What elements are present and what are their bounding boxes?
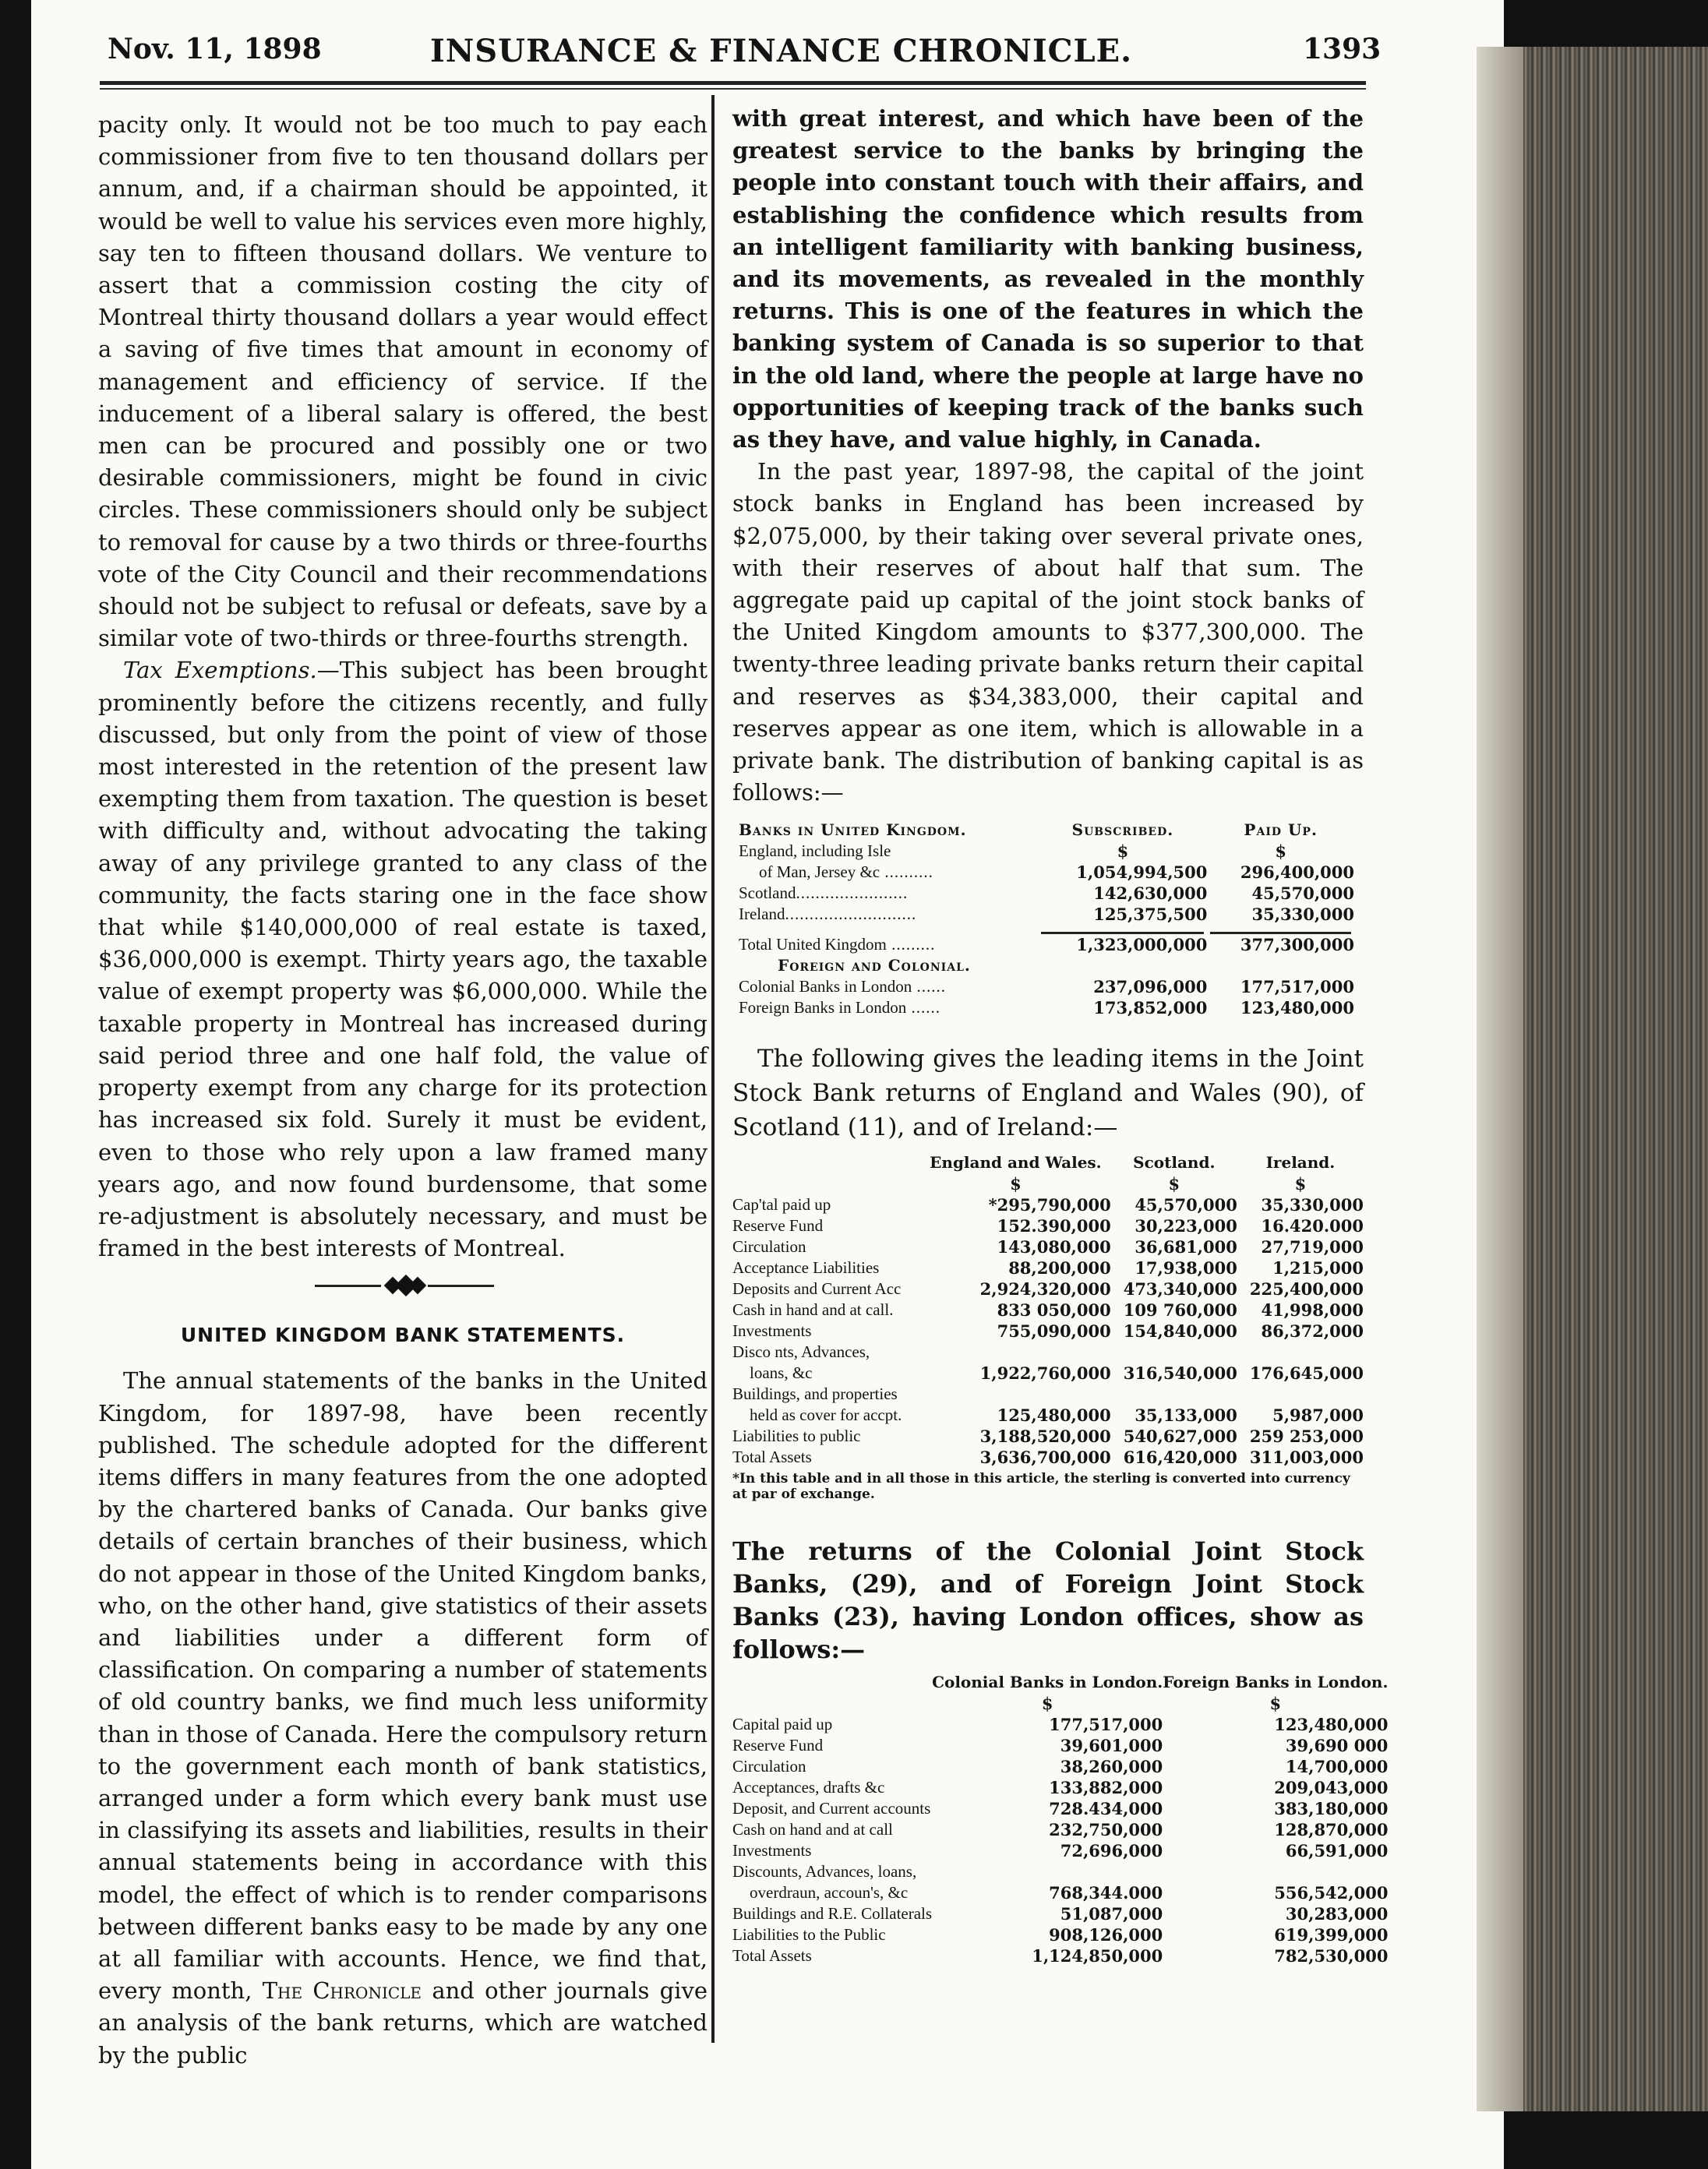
table-row-label: of Man, Jersey &c (759, 862, 880, 882)
table-row-label: Deposits and Current Acc (732, 1279, 902, 1299)
table-cell (1237, 1384, 1364, 1405)
table-row (732, 1300, 1364, 1321)
page-edge-highlight (1477, 47, 1523, 2111)
table-cell: 72,696,000 (1060, 1841, 1163, 1861)
table-row (732, 1840, 1388, 1861)
table-row-label: Ireland (739, 905, 785, 924)
table-row (732, 1777, 1388, 1798)
header-rule-thin (100, 88, 1366, 90)
leader-dots: ...... (906, 998, 940, 1017)
table-cell (932, 1861, 1163, 1882)
table-cell (1111, 1384, 1237, 1405)
table-row-label: Reserve Fund (732, 1736, 824, 1755)
table-row (732, 1363, 1364, 1384)
table-row-label: Discounts, Advances, loans, (732, 1862, 917, 1882)
table-row-total (739, 934, 1354, 955)
table-cell: 616,420,000 (1123, 1448, 1237, 1468)
table-cell: 45,570,000 (1135, 1195, 1237, 1215)
tax-exemptions-text: —This subject has been brought prominently before the citizens recently, and fully discussed, but only from the point of view of those most interested in the retention of the present law exempting them from taxation. The question is beset with difficulty and, without advocating the taking away of any privilege granted to any class of the community, the facts staring one in the face show that while $140,000,000 of real estate is taxed, $36,000,000 is exempt. Thirty years ago, the taxable value of exempt property was $6,000,000. While the taxable property in Montreal has increased during said period three and one half fold, the value of property exempt from any charge for its protection has increased six fold. Surely it must be evident, even to those who rely upon a law framed many years ago, and now found burdensome, that some re-adjustment is absolutely necessary, and must be framed in the best interests of Montreal. (98, 657, 708, 1262)
table-cell: 133,882,000 (1049, 1778, 1163, 1798)
table-row (732, 1236, 1364, 1257)
table-row-label: Circulation (732, 1757, 806, 1776)
table-cell: 755,090,000 (997, 1321, 1111, 1342)
table-row-label: Buildings, and properties (732, 1384, 898, 1404)
page-number: 1393 (1303, 33, 1382, 65)
table-cell: 237,096,000 (1093, 977, 1208, 997)
header-title: INSURANCE & FINANCE CHRONICLE. (430, 33, 1133, 69)
table-cell: 88,200,000 (1008, 1258, 1111, 1278)
table-cell: 86,372,000 (1261, 1321, 1364, 1342)
table-cell: 473,340,000 (1123, 1279, 1237, 1300)
ornament-rule-left (315, 1285, 381, 1287)
table-cell: 1,054,994,500 (1076, 862, 1208, 883)
table-cell (1111, 1342, 1237, 1363)
table-cell: 14,700,000 (1285, 1757, 1389, 1777)
table2-header-england-wales: England and Wales. (930, 1153, 1102, 1173)
currency-sign: $ (1041, 1694, 1053, 1714)
paragraph-commission: pacity only. It would not be too much to pay each commissioner from five to ten thousand dollars per annum, and, if a chairman should be appointed, it would be well to value his services even more highly, say ten to fifteen thousand dollars. We venture to assert that a commission costing the city of Montreal thirty thousand dollars a year would effect a saving of five times that amount in economy of management and efficiency of service. If the inducement of a liberal salary is offered, the best men can be procured and possibly one or two desirable commissioners, might be found in civic circles. These commissioners should only be subject to removal for cause by a two thirds or three-fourths vote of the City Council and their recommendations should not be subject to refusal or defeats, save by a similar vote of two-thirds or three-fourths strength. (98, 111, 708, 652)
table-row-label: Reserve Fund (732, 1216, 824, 1236)
table-colonial-foreign (732, 1672, 1388, 1966)
table-cell: 1,922,760,000 (979, 1363, 1111, 1384)
journal-name: The Chronicle (262, 1977, 422, 2005)
table-cell: 39,690 000 (1285, 1736, 1389, 1756)
header-rule (100, 81, 1366, 85)
table-cell: 173,852,000 (1093, 998, 1208, 1018)
table-row-label: Cash in hand and at call. (732, 1300, 894, 1320)
paragraph-tax-exemptions (98, 654, 708, 1264)
table-row-label: Total Assets (732, 1448, 812, 1467)
paragraph-monthly-returns: with great interest, and which have been of the greatest service to the banks by bringing the people into constant touch with their affairs, and establishing the confidence which results from an intelligent familiarity with banking business, and its movements, as revealed in the monthly returns. This is one of the features in which the banking system of Canada is so superior to that in the old land, where the people at large have no opportunities of keeping track of the banks such as they have, and value highly, in Canada. (732, 105, 1364, 453)
table-cell: 3,188,520,000 (979, 1427, 1111, 1447)
table-row (732, 1714, 1388, 1735)
table-cell: 311,003,000 (1249, 1448, 1364, 1468)
table-row (732, 1194, 1364, 1215)
table-row-label: Liabilities to the Public (732, 1925, 886, 1945)
table-row (739, 976, 1354, 997)
table-row-label: Scotland (739, 883, 796, 903)
table-cell: 142,630,000 (1093, 883, 1208, 904)
table-row (732, 1215, 1364, 1236)
table-cell: 259 253,000 (1249, 1427, 1364, 1447)
table-cell: 3,636,700,000 (979, 1448, 1111, 1468)
table1-header-label: Banks in United Kingdom. (739, 820, 967, 840)
currency-sign: $ (1010, 1174, 1022, 1194)
ornament-rule-right (428, 1285, 494, 1287)
table-cell: 383,180,000 (1274, 1799, 1389, 1819)
table2-body (732, 1194, 1364, 1468)
table-cell: 125,480,000 (997, 1405, 1111, 1426)
table3-body (732, 1714, 1388, 1966)
leader-dots: .......... (880, 862, 933, 882)
table-row-label: loans, &c (750, 1363, 813, 1383)
currency-sign: $ (1168, 1174, 1180, 1194)
uk-statements-text: The annual statements of the banks in the United Kingdom, for 1897-98, have been recently published. The schedule adopted for the different items differs in many features from the one adopted by the chartered banks of Canada. Our banks give details of certain branches of their business, which do not appear in those of the United Kingdom banks, who, on the other hand, give statistics of their assets and liabilities under a different form of classification. On comparing a number of statements of old country banks, we find much less uniformity than in those of Canada. Here the compulsory return to the government each month of bank statistics, arranged under a form which every bank must use in classifying its assets and liabilities, results in their annual statements being in accordance with this model, the effect of which is to render comparisons between different banks easy to be made by any one at all familiar with accounts. Hence, we find that, every month, (98, 1367, 708, 2005)
table-cell: 176,645,000 (1249, 1363, 1364, 1384)
table2-header-ireland: Ireland. (1265, 1153, 1336, 1173)
table-cell: 16.420.000 (1261, 1216, 1364, 1236)
table-cell: 143,080,000 (997, 1237, 1111, 1257)
table-cell: 123,480,000 (1240, 998, 1354, 1018)
table-cell: 35,330,000 (1251, 905, 1354, 925)
table-cell: 556,542,000 (1274, 1883, 1389, 1903)
table-row-label: Investments (732, 1321, 812, 1341)
table-row (739, 883, 1354, 904)
table-row (739, 997, 1354, 1018)
table-row-label: Total Assets (732, 1946, 812, 1966)
table-row-label: Cash on hand and at call (732, 1820, 893, 1839)
table-cell: 5,987,000 (1272, 1405, 1364, 1426)
table-cell: 30,283,000 (1285, 1904, 1389, 1924)
table2-header-scotland: Scotland. (1133, 1153, 1216, 1173)
leader-dots: ......... (886, 935, 936, 954)
table-row (732, 1903, 1388, 1924)
table-row (739, 862, 1354, 883)
article-heading: UNITED KINGDOM BANK STATEMENTS. (180, 1324, 626, 1347)
page-edge (1477, 47, 1708, 2111)
table-cell: 35,133,000 (1135, 1405, 1237, 1426)
paragraph-colonial-foreign: The returns of the Colonial Joint Stock Banks, (29), and of Foreign Joint Stock Banks (23), having London offices, show as follows:— (732, 1536, 1364, 1665)
table-cell: 35,330,000 (1261, 1195, 1364, 1215)
table-cell: 177,517,000 (1049, 1715, 1163, 1735)
table-row (732, 1882, 1388, 1903)
table-joint-stock-returns (732, 1152, 1364, 1468)
table-row-label: Total United Kingdom (739, 935, 887, 954)
table-cell: 540,627,000 (1123, 1427, 1237, 1447)
left-column (98, 109, 708, 2072)
table3-header-colonial: Colonial Banks in London. (932, 1673, 1163, 1692)
table-row (732, 1278, 1364, 1300)
table-row-label: Colonial Banks in London (739, 977, 912, 996)
table-row (739, 904, 1354, 925)
table-row-label: Circulation (732, 1237, 806, 1257)
table-cell: 209,043,000 (1274, 1778, 1389, 1798)
table-cell: 128,870,000 (1274, 1820, 1389, 1840)
header-date: Nov. 11, 1898 (108, 33, 322, 65)
uk-statements-text-end: and other journals give an analysis of the bank returns, which are watched by the public (98, 1977, 708, 2068)
table3-header-foreign: Foreign Banks in London. (1163, 1673, 1389, 1692)
table-cell: 39,601,000 (1060, 1736, 1163, 1756)
table-cell: 51,087,000 (1060, 1904, 1163, 1924)
table-cell: 782,530,000 (1274, 1946, 1389, 1966)
table-cell (920, 1384, 1111, 1405)
table-row-label: Buildings and R.E. Collaterals (732, 1904, 933, 1924)
table-row (732, 1447, 1364, 1468)
table-row-label: Foreign Banks in London (739, 998, 907, 1017)
table-cell (1237, 1342, 1364, 1363)
table-cell: 27,719,000 (1261, 1237, 1364, 1257)
table-row-label: England, including Isle (739, 841, 891, 861)
table1-header-subscribed: Subscribed. (1071, 820, 1174, 840)
table-cell: 177,517,000 (1240, 977, 1354, 997)
table-cell: 2,924,320,000 (979, 1279, 1111, 1300)
table-row (732, 1819, 1388, 1840)
paragraph-capital: In the past year, 1897-98, the capital of the joint stock banks in England has been increased by $2,075,000, by their taking over several private ones, with their reserves of about half that sum. The aggregate paid up capital of the joint stock banks of the United Kingdom amounts to $377,300,000. The twenty-three leading private banks return their capital and reserves as $34,383,000, their capital and reserves appear as one item, which is allowable in a private bank. The distribution of banking capital is as follows:— (732, 458, 1364, 806)
section-ornament (315, 1278, 494, 1294)
right-column (732, 103, 1389, 1966)
leader-dots: ........................... (785, 905, 917, 924)
table-row-label: Capital paid up (732, 1715, 833, 1734)
table-rules (739, 925, 1354, 934)
currency-sign: $ (1275, 841, 1286, 862)
table-cell: 619,399,000 (1274, 1925, 1389, 1945)
paragraph-joint-stock: The following gives the leading items in the Joint Stock Bank returns of England and Wales (90), of Scotland (11), and of Ireland:— (732, 1045, 1364, 1142)
table-row-label: overdraun, accoun's, &c (750, 1883, 909, 1903)
leader-dots: ....................... (796, 883, 909, 903)
table-row (732, 1257, 1364, 1278)
table-row (732, 1756, 1388, 1777)
table-cell: 377,300,000 (1240, 935, 1354, 955)
table-row-label: Liabilities to public (732, 1427, 861, 1446)
table2-footnote: *In this table and in all those in this article, the sterling is converted into currency at par of exchange. (732, 1471, 1350, 1503)
table-cell: 908,126,000 (1049, 1925, 1163, 1945)
table-row (732, 1384, 1364, 1405)
table-cell: 66,591,000 (1285, 1841, 1389, 1861)
table-cell: 38,260,000 (1060, 1757, 1163, 1777)
table-row (732, 1945, 1388, 1966)
table-cell: 1,323,000,000 (1076, 935, 1208, 955)
table-row (732, 1798, 1388, 1819)
table-cell: 41,998,000 (1261, 1300, 1364, 1321)
table-cell: 728.434,000 (1049, 1799, 1163, 1819)
table-cell: 152.390,000 (997, 1216, 1111, 1236)
table-row (732, 1735, 1388, 1756)
table-cell: 768,344.000 (1049, 1883, 1163, 1903)
leader-dots: ...... (912, 977, 946, 996)
table-cell: 232,750,000 (1049, 1820, 1163, 1840)
table-row-label: Cap'tal paid up (732, 1195, 831, 1215)
paragraph-uk-statements (98, 1365, 708, 2071)
table-row (732, 1426, 1364, 1447)
table-cell: 225,400,000 (1249, 1279, 1364, 1300)
table-row-label: Investments (732, 1841, 812, 1860)
table-row (732, 1321, 1364, 1342)
table-cell: 123,480,000 (1274, 1715, 1389, 1735)
table-row-label: Acceptances, drafts &c (732, 1778, 885, 1797)
table-row (732, 1342, 1364, 1363)
table-cell (920, 1342, 1111, 1363)
table-cell: *295,790,000 (988, 1195, 1111, 1215)
table-row-label: Deposit, and Current accounts (732, 1799, 931, 1818)
table-cell: 17,938,000 (1135, 1258, 1237, 1278)
table-row (732, 1405, 1364, 1426)
table-cell: 154,840,000 (1123, 1321, 1237, 1342)
table-cell: 316,540,000 (1123, 1363, 1237, 1384)
table1-section-heading: Foreign and Colonial. (778, 956, 971, 975)
table-cell: 45,570,000 (1251, 883, 1354, 904)
column-rule (711, 95, 715, 2043)
table-row (732, 1861, 1388, 1882)
currency-sign: $ (1117, 841, 1129, 862)
table-row-label: Acceptance Liabilities (732, 1258, 880, 1278)
table-cell: 833 050,000 (997, 1300, 1111, 1321)
table-row-label: held as cover for accpt. (750, 1405, 902, 1425)
table-row (732, 1924, 1388, 1945)
table-row-label: Disco nts, Advances, (732, 1342, 870, 1362)
table-cell: 296,400,000 (1240, 862, 1354, 883)
currency-sign: $ (1294, 1174, 1307, 1194)
table1-header-paid: Paid Up. (1244, 820, 1318, 840)
currency-sign: $ (1269, 1694, 1282, 1714)
table-cell: 109 760,000 (1123, 1300, 1237, 1321)
table-cell: 125,375,500 (1093, 905, 1208, 925)
tax-exemptions-subhead: Tax Exemptions. (123, 657, 317, 684)
table-cell: 36,681,000 (1135, 1237, 1237, 1257)
table-cell (1163, 1861, 1388, 1882)
table-cell: 1,124,850,000 (1032, 1946, 1163, 1966)
table-cell: 1,215,000 (1272, 1258, 1364, 1278)
table-banking-capital (739, 820, 1354, 1018)
table-cell: 30,223,000 (1135, 1216, 1237, 1236)
